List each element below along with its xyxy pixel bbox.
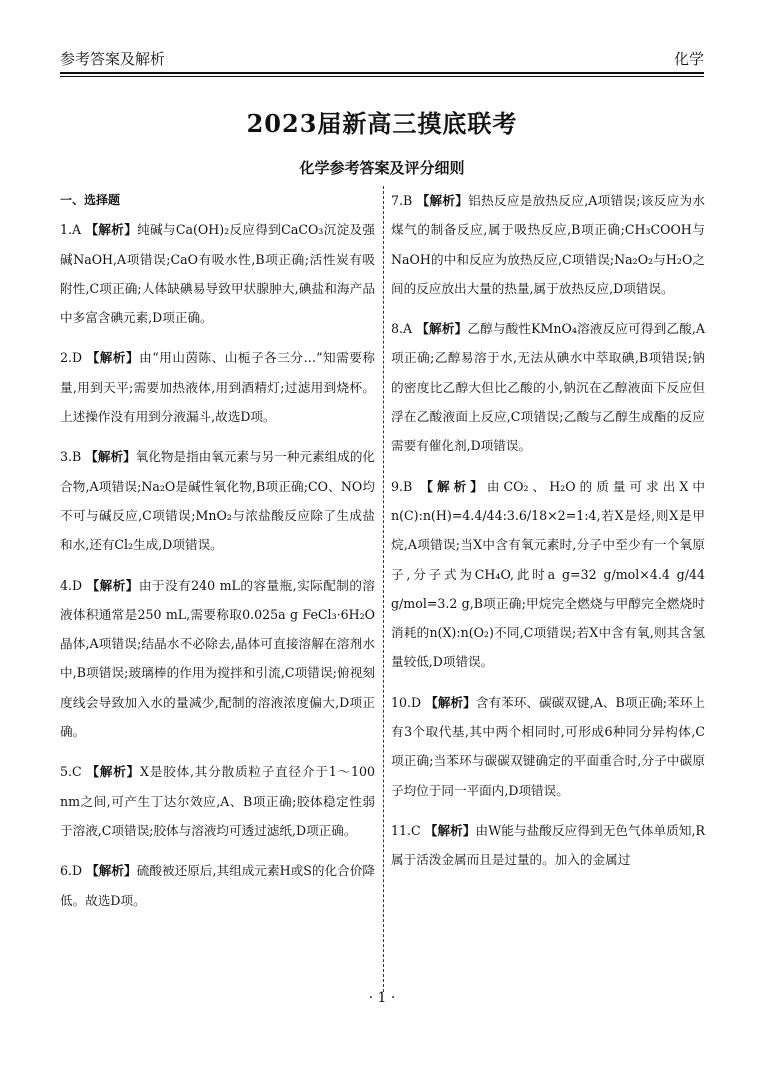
analysis-tag: 【解析】 — [86, 350, 140, 366]
page-number: · 1 · — [368, 990, 396, 1006]
analysis-tag: 【解析】 — [86, 577, 139, 593]
answer-number: 4.D — [60, 577, 83, 593]
answer-text: 硫酸被还原后,其组成元素H或S的化合价降低。故选D项。 — [60, 863, 376, 908]
answer-number: 1.A — [60, 222, 82, 238]
answer-item — [60, 215, 375, 332]
answer-text: 由CO₂、H₂O的质量可求出X中n(C):n(H)=4.4/44:3.6/18×2=1:4,若X是烃,则X是甲烷,A项错误;当X中含有氧元素时,分子中至少有一个氧原子,分子式为CH₄O,此时a g=32 g/mol×4.4 g/44 g/mol=3.2 g,B项正确;甲烷完全燃烧与甲醇完全燃烧时消耗的n(X):n(O₂)不同,C项错误;若X中含有氧,则其含氢量较低,D项错误。 — [391, 478, 705, 670]
answer-text: 由W能与盐酸反应得到无色气体单质知,R属于活泼金属而且是过量的。加入的金属过 — [391, 822, 706, 868]
analysis-tag: 【解析】 — [425, 694, 476, 710]
header-rule-thick — [60, 72, 704, 74]
answer-number: 11.C — [391, 822, 421, 838]
answer-number: 5.C — [60, 764, 82, 780]
answer-number: 8.A — [391, 321, 413, 337]
answer-text: 纯碱与Ca(OH)₂反应得到CaCO₃沉淀及强碱NaOH,A项错误;CaO有吸水性,B项正确;活性炭有吸附性,C项正确;人体缺碘易导致甲状腺肿大,碘盐和海产品中多富含碘元素,D项正确。 — [60, 222, 375, 326]
answer-text: 铝热反应是放热反应,A项错误;该反应为水煤气的制备反应,属于吸热反应,B项正确;CH₃COOH与NaOH的中和反应为放热反应,C项错误;Na₂O₂与H₂O之间的反应放出大量的热量,属于放热反应,D项错误。 — [391, 193, 705, 296]
answer-text: 含有苯环、碳碳双键,A、B项正确;苯环上有3个取代基,其中两个相同时,可形成6种同分异构体,C项正确;当苯环与碳碳双键确定的平面重合时,分子中碳原子均位于同一平面内,D项错误。 — [391, 694, 705, 798]
answer-item — [60, 343, 375, 431]
answer-item — [391, 314, 705, 460]
answer-number: 10.D — [391, 694, 422, 710]
column-divider — [383, 186, 384, 992]
answer-text: 由于没有240 mL的容量瓶,实际配制的溶液体积通常是250 mL,需要称取0.025a g FeCl₃·6H₂O晶体,A项错误;结晶水不必除去,晶体可直接溶解在溶剂水中,B项错误;玻璃棒的作用为搅拌和引流,C项错误;俯视刻度线会导致加入水的量减少,配制的溶液浓度偏大,D项正确。 — [60, 577, 375, 740]
page-title: 2023届新高三摸底联考 — [246, 109, 518, 138]
answer-item — [60, 757, 375, 845]
right-answer-list — [391, 186, 705, 875]
analysis-tag: 【解析】 — [85, 222, 138, 238]
answer-item — [60, 571, 375, 747]
analysis-tag: 【解析】 — [85, 449, 136, 465]
analysis-tag: 【解析】 — [424, 822, 476, 838]
answer-item — [391, 472, 705, 677]
answer-number: 6.D — [60, 863, 83, 879]
running-header — [60, 46, 704, 72]
answer-item — [391, 816, 705, 875]
left-column — [60, 186, 375, 926]
analysis-tag: 【解析】 — [416, 321, 468, 337]
analysis-tag: 【解析】 — [86, 863, 137, 879]
answer-number: 3.B — [60, 449, 82, 465]
answer-text: X是胶体,其分散质粒子直径介于1～100 nm之间,可产生丁达尔效应,A、B项正确;胶体稳定性弱于溶液,C项错误;胶体与溶液均可透过滤纸,D项正确。 — [60, 764, 375, 838]
answer-text: 由“用山茵陈、山栀子各三分…”知需要称量,用到天平;需要加热液体,用到酒精灯;过滤用到烧杯。上述操作没有用到分液漏斗,故选D项。 — [60, 350, 375, 425]
answer-item — [60, 856, 375, 915]
answer-item — [391, 186, 705, 303]
analysis-tag: 【解析】 — [86, 764, 141, 780]
analysis-tag: 【解析】 — [420, 478, 487, 494]
page-subtitle: 化学参考答案及评分细则 — [299, 159, 465, 177]
answer-item — [391, 688, 705, 805]
answer-item — [60, 442, 375, 559]
answer-number: 7.B — [391, 193, 413, 208]
answer-text: 乙醇与酸性KMnO₄溶液反应可得到乙酸,A项正确;乙醇易溶于水,无法从碘水中萃取碘,B项错误;钠的密度比乙醇大但比乙酸的小,钠沉在乙醇液面下反应但浮在乙酸液面上反应,C项错误;乙酸与乙醇生成酯的反应需要有催化剂,D项错误。 — [391, 321, 705, 454]
right-column — [391, 186, 705, 886]
answer-text: 氧化物是指由氧元素与另一种元素组成的化合物,A项错误;Na₂O是碱性氧化物,B项正确;CO、NO均不可与碱反应,C项错误;MnO₂与浓盐酸反应除了生成盐和水,还有Cl₂生成,D项错误。 — [60, 449, 376, 553]
section-heading: 一、选择题 — [60, 193, 121, 207]
answer-number: 2.D — [60, 350, 83, 366]
header-right: 化学 — [673, 50, 704, 68]
analysis-tag: 【解析】 — [416, 193, 469, 208]
header-rule-thin — [60, 76, 704, 77]
left-answer-list — [60, 215, 375, 915]
answer-number: 9.B — [391, 478, 413, 494]
header-left: 参考答案及解析 — [60, 50, 166, 68]
